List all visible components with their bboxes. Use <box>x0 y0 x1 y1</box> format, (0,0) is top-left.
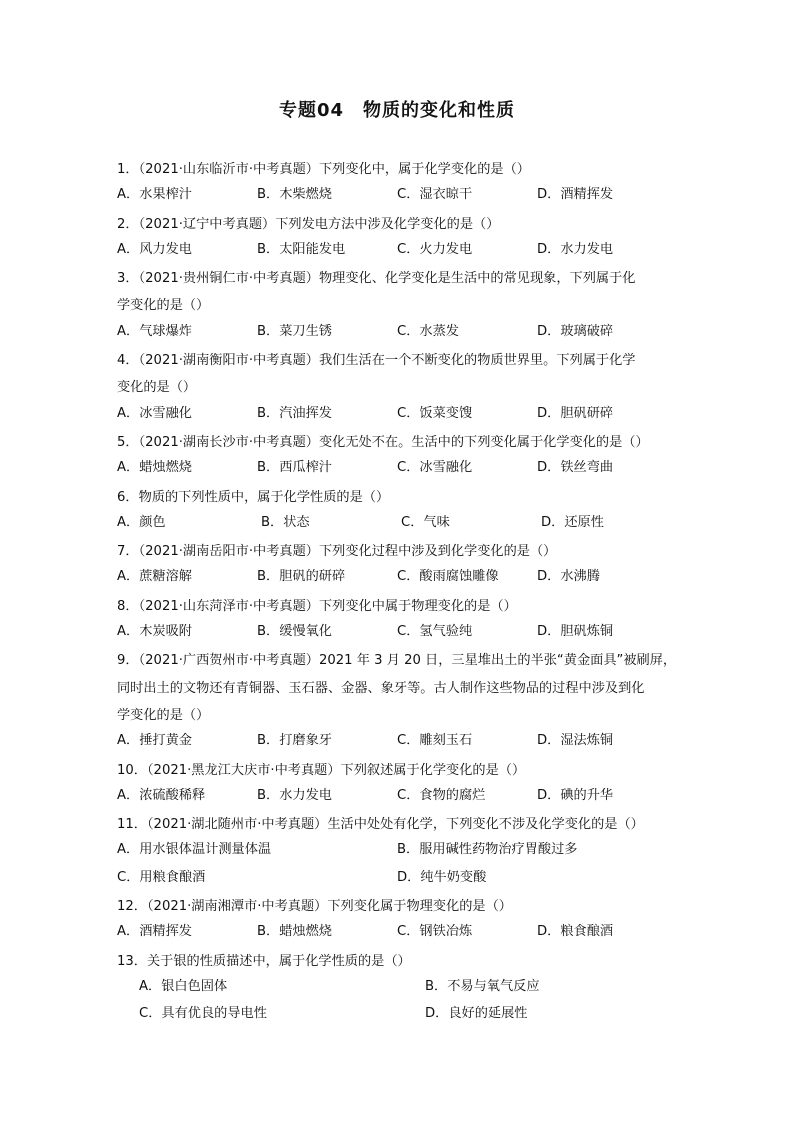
option-c: C．冰雪融化 <box>397 460 473 476</box>
question-8-text: 8．（2021·山东菏泽市·中考真题）下列变化中属于物理变化的是（） <box>117 598 517 614</box>
question-12-options <box>117 920 687 947</box>
option-b: B．服用碱性药物治疗胃酸过多 <box>397 842 578 858</box>
question-4-text-line-2: 变化的是（） <box>117 380 197 396</box>
question-12-text: 12．（2021·湖南湘潭市·中考真题）下列变化属于物理变化的是（） <box>117 899 512 915</box>
question-13-options-row-2 <box>117 1002 687 1029</box>
question-7-text: 7．（2021·湖南岳阳市·中考真题）下列变化过程中涉及到化学变化的是（） <box>117 544 557 560</box>
question-13-text: 13．关于银的性质描述中，属于化学性质的是（） <box>117 953 411 969</box>
option-d: D．湿法炼铜 <box>537 733 614 749</box>
option-b: B．胆矾的研碎 <box>257 569 346 585</box>
option-c: C．氢气验纯 <box>397 624 473 640</box>
question-7-options <box>117 565 687 592</box>
page-title: 专题04 物质的变化和性质 <box>278 100 516 121</box>
option-d: D．玻璃破碎 <box>537 323 614 339</box>
question-13-options-row-1 <box>117 975 687 1002</box>
question-3-options <box>117 320 687 347</box>
option-a: A．蔗糖溶解 <box>117 569 192 585</box>
option-c: C．湿衣晾干 <box>397 187 473 203</box>
question-6-options <box>117 511 687 538</box>
option-d: D．纯牛奶变酸 <box>397 869 487 885</box>
option-d: D．铁丝弯曲 <box>537 460 614 476</box>
option-b: B．缓慢氧化 <box>257 624 332 640</box>
option-d: D．酒精挥发 <box>537 187 614 203</box>
question-11-text: 11．（2021·湖北随州市·中考真题）生活中处处有化学，下列变化不涉及化学变化的是（） <box>117 817 644 833</box>
option-a: A．颜色 <box>117 514 166 530</box>
option-b: B．打磨象牙 <box>257 733 332 749</box>
option-c: C．火力发电 <box>397 241 473 257</box>
question-1-text: 1．（2021·山东临沂市·中考真题）下列变化中，属于化学变化的是（） <box>117 162 530 177</box>
question-2-text: 2．（2021·辽宁中考真题）下列发电方法中涉及化学变化的是（） <box>117 216 500 232</box>
option-a: A．气球爆炸 <box>117 323 192 339</box>
option-d: D．水力发电 <box>537 241 614 257</box>
option-b: B．菜刀生锈 <box>257 323 332 339</box>
option-d: D．碘的升华 <box>537 787 614 803</box>
option-b: B．状态 <box>261 514 310 530</box>
question-9-text-line-3: 学变化的是（） <box>117 707 210 723</box>
option-d: D．胆矾炼铜 <box>537 624 614 640</box>
option-b: B．水力发电 <box>257 787 332 803</box>
option-c: C．气味 <box>401 514 450 530</box>
option-a: A．用水银体温计测量体温 <box>117 842 272 858</box>
question-3-text-line-2: 学变化的是（） <box>117 298 210 314</box>
option-a: A．风力发电 <box>117 241 192 257</box>
option-b: B．西瓜榨汁 <box>257 460 332 476</box>
question-9-options <box>117 729 687 756</box>
option-a: A．木炭吸附 <box>117 624 192 640</box>
option-b: B．太阳能发电 <box>257 241 346 257</box>
question-list <box>117 156 687 1030</box>
option-c: C．水蒸发 <box>397 323 459 339</box>
option-d: D．胆矾研碎 <box>537 405 614 421</box>
question-9-text-line-2: 同时出土的文物还有青铜器、玉石器、金器、象牙等。古人制作这些物品的过程中涉及到化 <box>117 680 645 696</box>
option-d: D．还原性 <box>541 514 604 530</box>
option-c: C．食物的腐烂 <box>397 787 486 803</box>
question-6-text: 6．物质的下列性质中，属于化学性质的是（） <box>117 489 390 505</box>
option-b: B．不易与氧气反应 <box>425 978 540 994</box>
question-2-options <box>117 238 687 265</box>
question-1-options <box>117 183 687 210</box>
option-d: D．良好的延展性 <box>425 1006 528 1022</box>
option-a: A．银白色固体 <box>139 978 228 994</box>
question-4-text-line-1: 4．（2021·湖南衡阳市·中考真题）我们生活在一个不断变化的物质世界里。下列属于化学 <box>117 353 636 369</box>
option-c: C．具有优良的导电性 <box>139 1006 267 1022</box>
question-11-options-row-1 <box>117 838 687 865</box>
option-c: C．酸雨腐蚀雕像 <box>397 569 499 585</box>
option-b: B．木柴燃烧 <box>257 187 332 203</box>
option-a: A．冰雪融化 <box>117 405 192 421</box>
question-5-options <box>117 456 687 483</box>
question-10-options <box>117 784 687 811</box>
question-4-options <box>117 402 687 429</box>
option-d: D．水沸腾 <box>537 569 600 585</box>
option-a: A．水果榨汁 <box>117 187 192 203</box>
question-9-text-line-1: 9．（2021·广西贺州市·中考真题）2021 年 3 月 20 日，三星堆出土的半张“黄金面具”被刷屏， <box>117 653 677 669</box>
option-c: C．钢铁冶炼 <box>397 924 473 940</box>
option-a: A．酒精挥发 <box>117 924 192 940</box>
question-10-text: 10．（2021·黑龙江大庆市·中考真题）下列叙述属于化学变化的是（） <box>117 762 526 778</box>
option-a: A．蜡烛燃烧 <box>117 460 192 476</box>
option-a: A．捶打黄金 <box>117 733 192 749</box>
option-c: C．饭菜变馊 <box>397 405 473 421</box>
option-b: B．蜡烛燃烧 <box>257 924 332 940</box>
option-c: C．用粮食酿酒 <box>117 869 206 885</box>
option-c: C．雕刻玉石 <box>397 733 473 749</box>
question-5-text: 5．（2021·湖南长沙市·中考真题）变化无处不在。生活中的下列变化属于化学变化的是（） <box>117 434 649 450</box>
question-8-options <box>117 620 687 647</box>
option-b: B．汽油挥发 <box>257 405 332 421</box>
question-11-options-row-2 <box>117 866 687 893</box>
option-d: D．粮食酿酒 <box>537 924 614 940</box>
question-3-text-line-1: 3．（2021·贵州铜仁市·中考真题）物理变化、化学变化是生活中的常见现象，下列属于化 <box>117 271 636 287</box>
option-a: A．浓硫酸稀释 <box>117 787 206 803</box>
